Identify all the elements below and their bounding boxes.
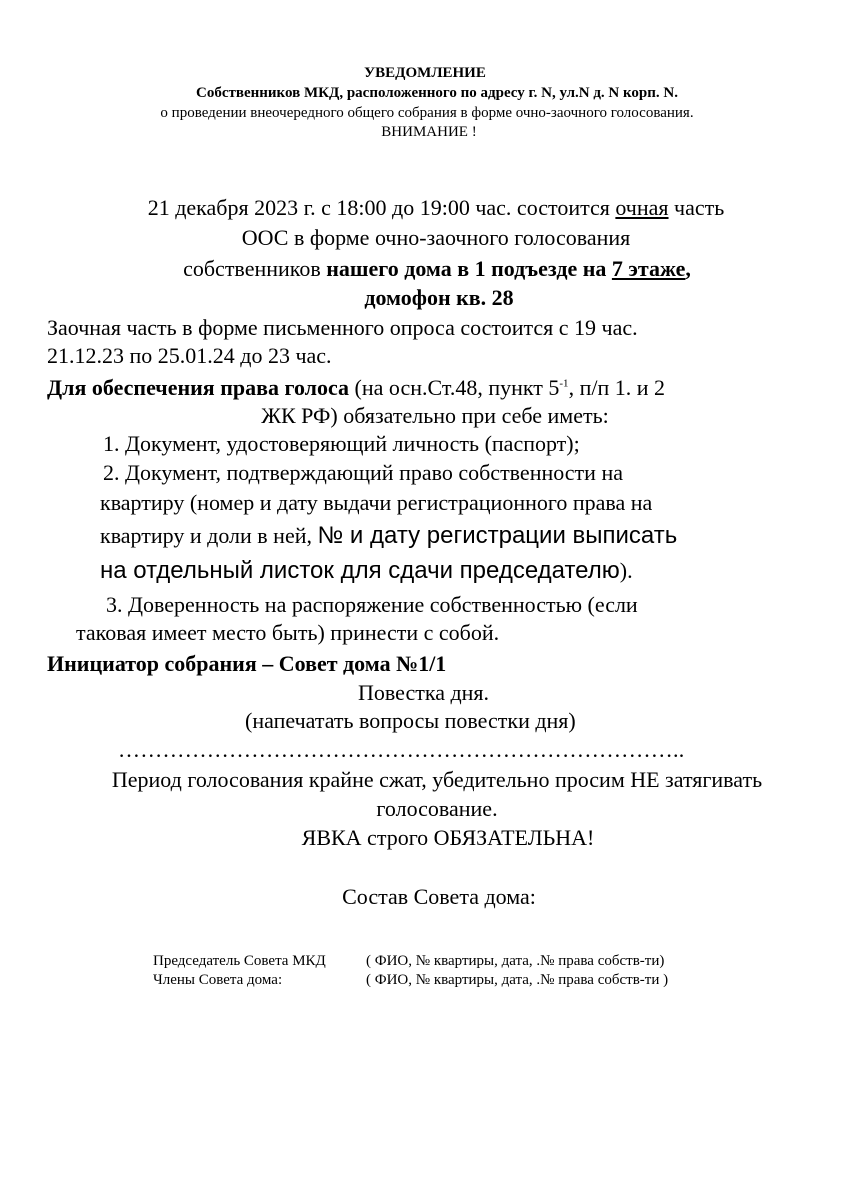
attendance-notice: ЯВКА строго ОБЯЗАТЕЛЬНА! [301,825,595,850]
council-chair-value: ( ФИО, № квартиры, дата, .№ права собств-ти) [366,953,665,969]
voting-period-notice: Период голосования крайне сжат, убедительно просим НЕ затягивать [111,767,763,792]
agenda-title: Повестка дня. [358,680,490,705]
owners-word: собственников [183,256,327,281]
correspondence-line-2: 21.12.23 по 25.01.24 до 23 час. [47,343,332,368]
document-item-2-line-4 [100,555,633,590]
meeting-initiator: Инициатор собрания – Совет дома №1/1 [47,651,447,676]
document-item-2-line-1: 2. Документ, подтверждающий право собственности на [103,460,623,485]
document-item-2-end: ). [619,558,633,583]
point-superscript: -1 [559,377,569,390]
council-chair-label: Председатель Совета МКД [153,953,326,969]
voting-rights-line [47,374,665,401]
document-item-2-emphasis: № и дату регистрации выписать [317,522,678,549]
document-item-2-emphasis-2: на отдельный листок для сдачи председателю [100,557,620,584]
document-item-1: 1. Документ, удостоверяющий личность (паспорт); [103,431,580,456]
agenda-dots: ………………………………………………………………….. [118,737,685,762]
voting-rights-subpoints: , п/п 1. и 2 [568,375,665,400]
floor-text: 7 этаже [611,256,686,281]
intercom-line: домофон кв. 28 [364,285,514,310]
meeting-location-line [0,255,850,282]
meeting-date-line [0,194,850,221]
meeting-form-line: ООС в форме очно-заочного голосования [241,225,631,250]
document-item-2-text: квартиру и доли в ней, [100,523,318,548]
document-item-3-line-1: 3. Доверенность на распоряжение собственностью (если [106,592,638,617]
document-item-2-line-3 [100,520,677,555]
council-title: Состав Совета дома: [342,884,536,909]
document-item-2-line-2: квартиру (номер и дату выдачи регистрационного права на [100,490,653,515]
council-members-label: Члены Совета дома: [153,972,283,988]
agenda-note: (напечатать вопросы повестки дня) [245,708,576,733]
attention-label: ВНИМАНИЕ ! [381,124,477,140]
owners-address: Собственников МКД, расположенного по адресу г. N, ул.N д. N корп. N. [196,85,678,101]
document-item-3-line-2: таковая имеет место быть) принести с собой. [76,620,500,645]
location-text: нашего дома в 1 подъезде на [326,256,612,281]
meeting-part-word: часть [668,195,725,220]
voting-rights-line-2: ЖК РФ) обязательно при себе иметь: [261,403,609,428]
correspondence-line-1: Заочная часть в форме письменного опроса состоится с 19 час. [47,315,638,340]
voting-period-notice-2: голосование. [376,796,498,821]
location-comma: , [685,256,691,281]
notice-title: УВЕДОМЛЕНИЕ [364,65,486,81]
meeting-date-text: 21 декабря 2023 г. с 18:00 до 19:00 час. состоится [147,195,616,220]
meeting-purpose: о проведении внеочередного общего собрания в форме очно-заочного голосования. [160,105,694,121]
voting-rights-bold: Для обеспечения права голоса [47,375,350,400]
council-members-value: ( ФИО, № квартиры, дата, .№ права собств-ти ) [366,972,669,988]
voting-rights-basis: (на осн.Ст.48, пункт 5 [349,375,560,400]
in-person-word: очная [615,195,669,220]
